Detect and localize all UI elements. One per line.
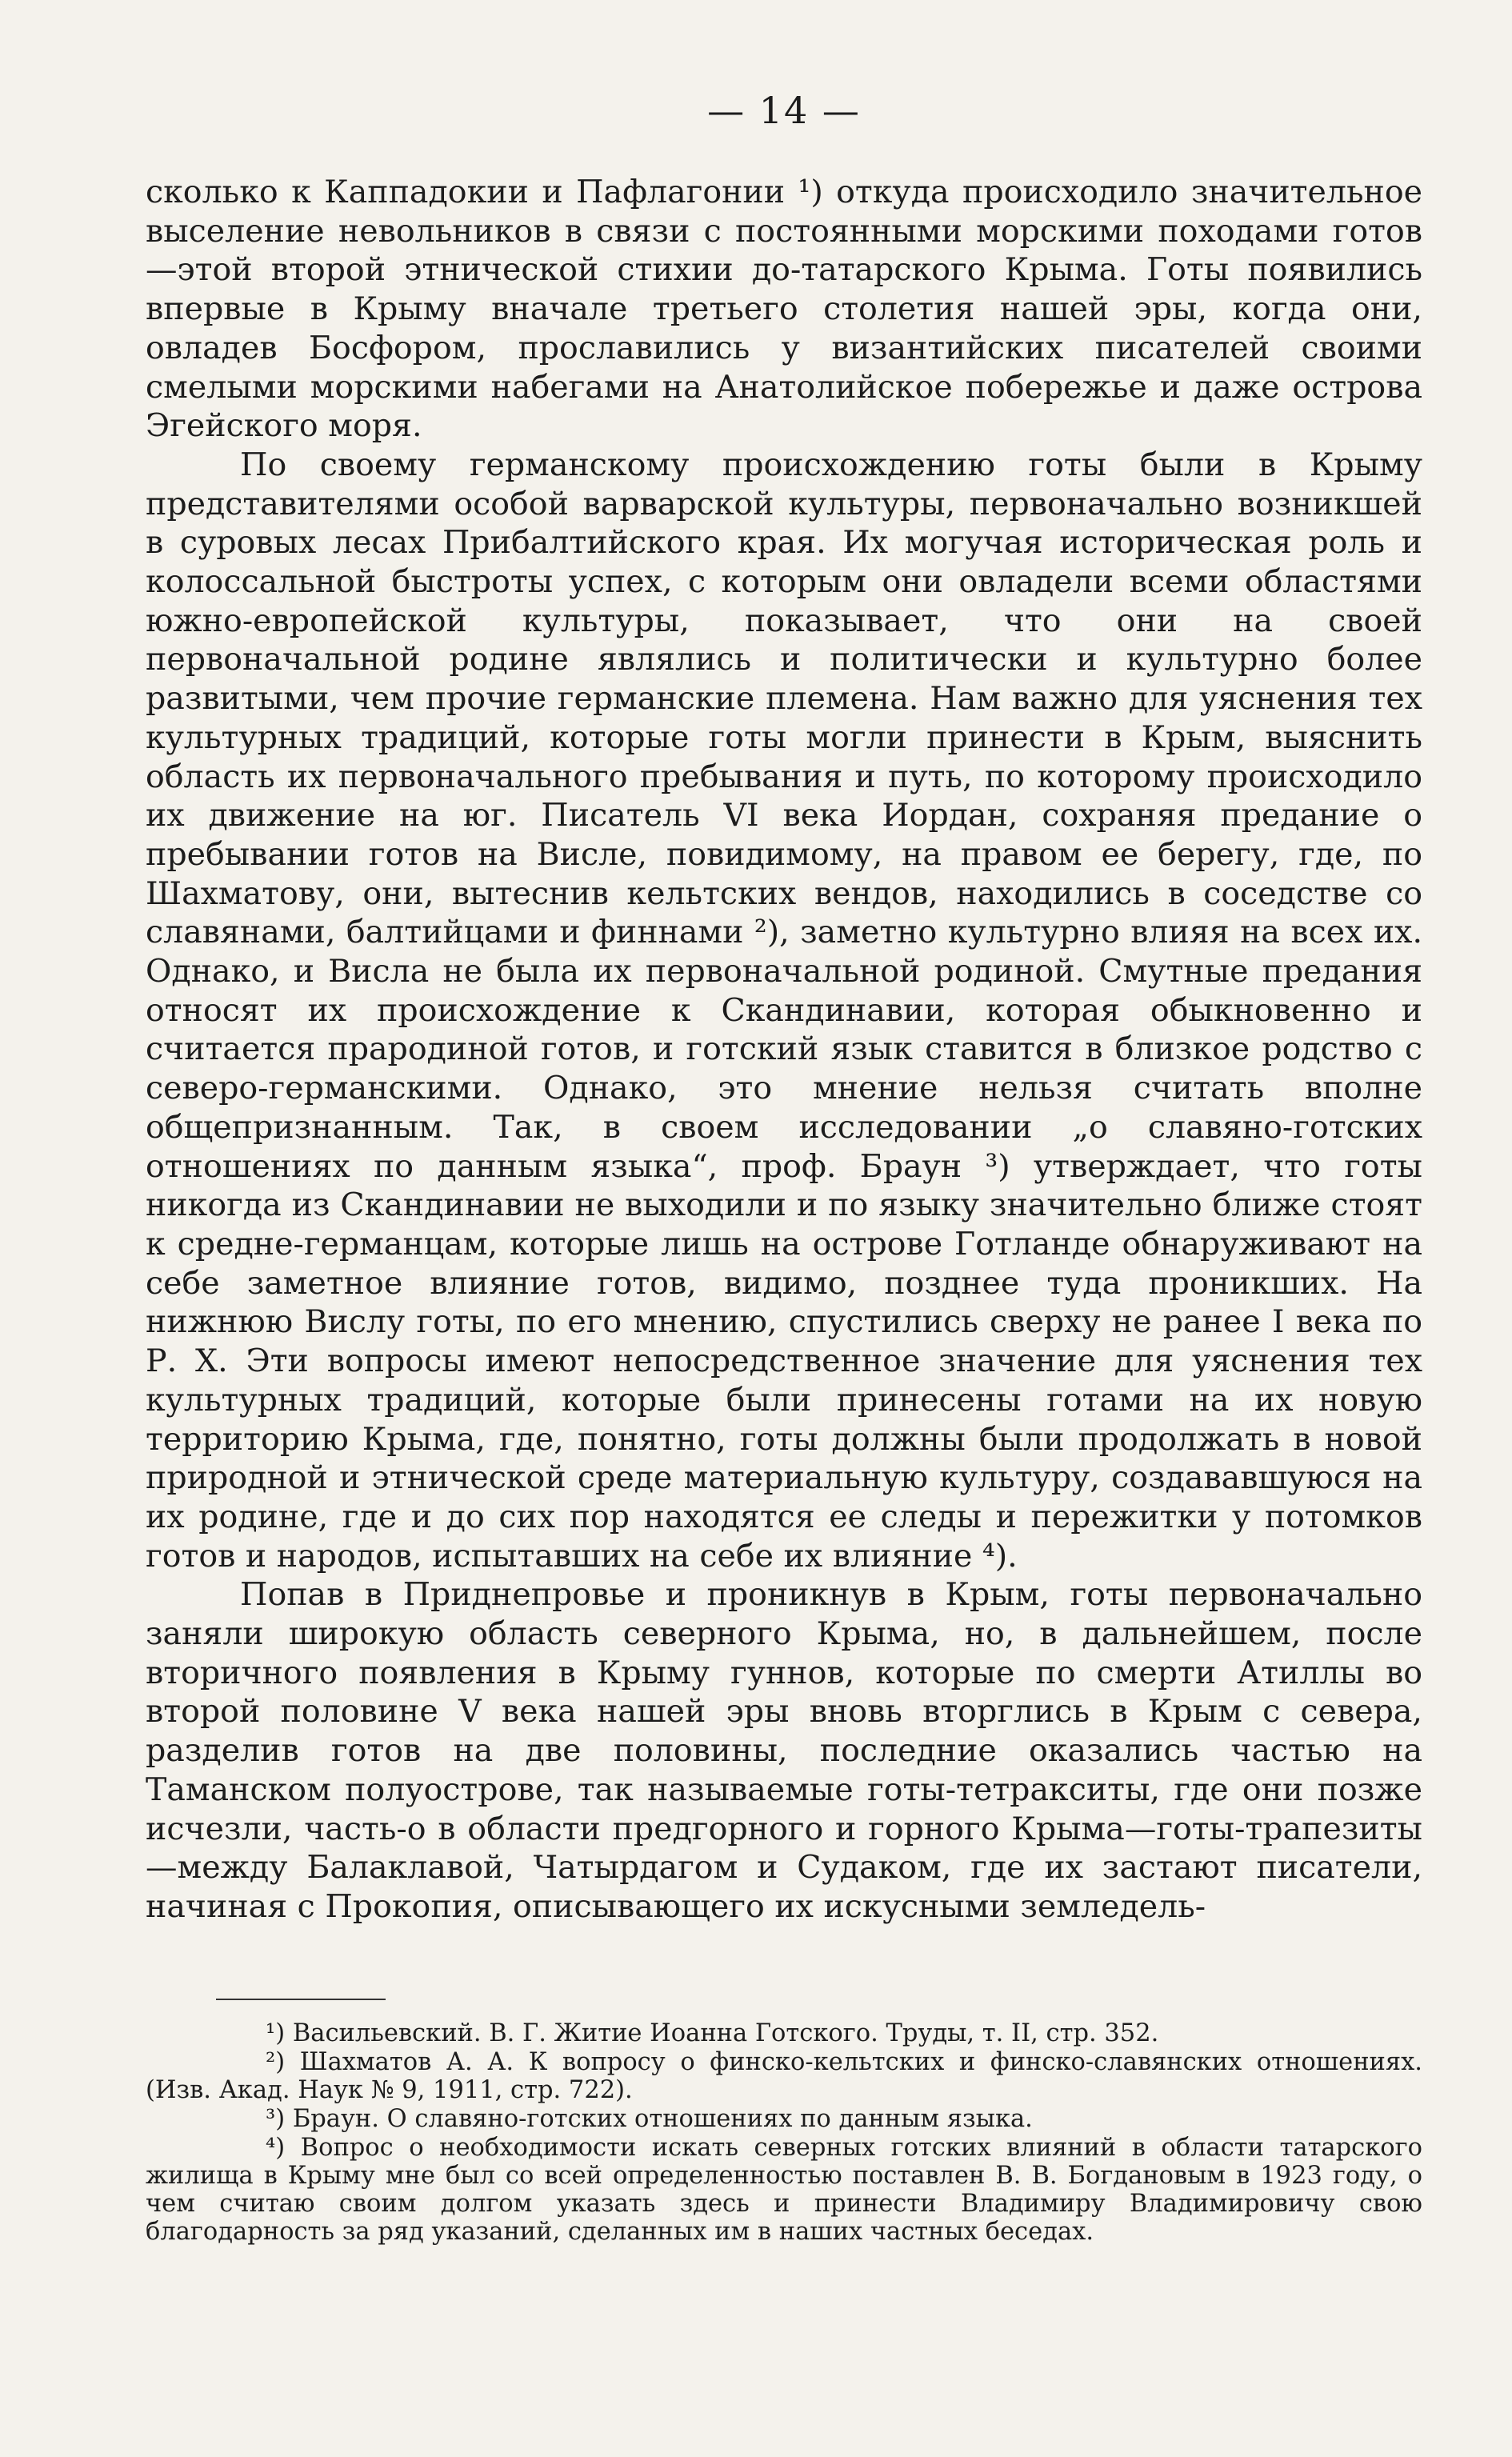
page-number: — 14 —: [707, 89, 861, 132]
footnote-mark: ⁴): [266, 2133, 286, 2162]
footnote-1: [146, 2019, 1422, 2047]
footnotes: [146, 2019, 1422, 2246]
paragraph-1: сколько к Каппадокии и Пафлагонии ¹) откуда происходило значительное выселение невольников в связи с постоянными морскими походами готов—этой второй этнической стихии до-татарского Крыма. Готы появились впервые в Крыму вначале третьего столетия нашей эры, когда они, овладев Босфором, прославились у византийских писателей своими смелыми морскими набегами на Анатолийское побережье и даже острова Эгейского моря.: [146, 174, 1422, 445]
footnote-text: Васильевский. В. Г. Житие Иоанна Готского. Труды, т. II, стр. 352.: [292, 2019, 1159, 2047]
footnote-4: [146, 2134, 1422, 2246]
footnote-divider: [216, 1999, 386, 2000]
footnote-text: Браун. О славяно-готских отношениях по данным языка.: [292, 2104, 1033, 2133]
footnote-3: [146, 2105, 1422, 2133]
footnote-2: [146, 2048, 1422, 2104]
footnote-mark: ³): [266, 2104, 286, 2133]
footnote-text: Вопрос о необходимости искать северных готских влияний в области татарского жилища в Крыму мне был со всей определенностью поставлен В. В. Богдановым в 1923 году, о чем считаю своим долгом указать здесь и принести Владимиру Владимировичу свою благодарность за ряд указаний, сделанных им в наших частных беседах.: [146, 2133, 1422, 2246]
paragraph-2: По своему германскому происхождению готы были в Крыму представителями особой варварской культуры, первоначально возникшей в суровых лесах Прибалтийского края. Их могучая историческая роль и колоссальной быстроты успех, с которым они овладели всеми областями южно-европейской культуры, показывает, что они на своей первоначальной родине являлись и политически и культурно более развитыми, чем прочие германские племена. Нам важно для уяснения тех культурных традиций, которые готы могли принести в Крым, выяснить область их первоначального пребывания и путь, по которому происходило их движение на юг. Писатель VI века Иордан, сохраняя предание о пребывании готов на Висле, повидимому, на правом ее берегу, где, по Шахматову, они, вытеснив кельтских вендов, находились в соседстве со славянами, балтийцами и финнами ²), заметно культурно влияя на всех их. Однако, и Висла не была их первоначальной родиной. Смутные предания относят их происхождение к Скандинавии, которая обыкновенно и считается прародиной готов, и готский язык ставится в близкое родство с северо-германскими. Однако, это мнение нельзя считать вполне общепризнанным. Так, в своем исследовании „о славяно-готских отношениях по данным языка“, проф. Браун ³) утверждает, что готы никогда из Скандинавии не выходили и по языку значительно ближе стоят к средне-германцам, которые лишь на острове Готланде обнаруживают на себе заметное влияние готов, видимо, позднее туда проникших. На нижнюю Вислу готы, по его мнению, спустились сверху не ранее I века по Р. Х. Эти вопросы имеют непосредственное значение для уяснения тех культурных традиций, которые были принесены готами на их новую территорию Крыма, где, понятно, готы должны были продолжать в новой природной и этнической среде материальную культуру, создававшуюся на их родине, где и до сих пор находятся ее следы и пережитки у потомков готов и народов, испытавших на себе их влияние ⁴).: [146, 446, 1422, 1575]
main-text: [146, 173, 1422, 1927]
footnote-mark: ¹): [266, 2019, 286, 2047]
footnote-text: Шахматов А. А. К вопросу о финско-кельтских и финско-славянских отношениях. (Изв. Акад. Наук № 9, 1911, стр. 722).: [146, 2047, 1422, 2104]
footnote-mark: ²): [266, 2047, 286, 2076]
paragraph-3: Попав в Приднепровье и проникнув в Крым, готы первоначально заняли широкую область северного Крыма, но, в дальнейшем, после вторичного появления в Крыму гуннов, которые по смерти Атиллы во второй половине V века нашей эры вновь вторглись в Крым с севера, разделив готов на две половины, последние оказались частью на Таманском полуострове, так называемые готы-тетракситы, где они позже исчезли, часть-о в области предгорного и горного Крыма—готы-трапезиты—между Балаклавой, Чатырдагом и Судаком, где их застают писатели, начиная с Прокопия, описывающего их искусными земледель-: [146, 1576, 1422, 1925]
